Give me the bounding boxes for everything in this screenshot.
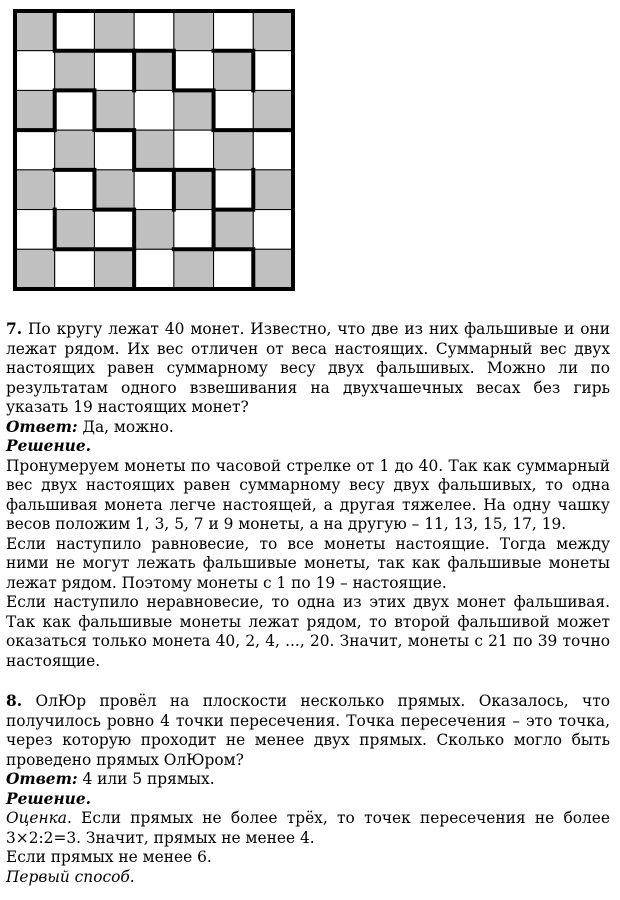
answer-label: Ответ: bbox=[6, 770, 78, 788]
solution-label: Решение. bbox=[6, 789, 92, 808]
grid-cell bbox=[253, 170, 293, 210]
problem-7-para-3: Если наступило неравновесие, то одна из этих двух монет фальшивая. Так как фальшивые монеты лежат рядом, то второй фальшивой может оказаться только монета 40, 2, 4, ..., 20. Значит, монеты с 21 по 39 точно настоящие. bbox=[6, 593, 610, 670]
grid-cell bbox=[214, 249, 254, 289]
problem-8-first-way bbox=[6, 868, 610, 888]
grid-cell bbox=[134, 11, 174, 51]
grid-cell bbox=[55, 51, 95, 91]
problem-8-estimate bbox=[6, 809, 610, 848]
problem-7-statement bbox=[6, 320, 610, 418]
problem-8-number: 8. bbox=[6, 692, 23, 710]
problem-8-line-2: Если прямых не менее 6. bbox=[6, 848, 212, 866]
grid-cell bbox=[55, 210, 95, 250]
grid-cell bbox=[55, 11, 95, 51]
grid-cell bbox=[253, 11, 293, 51]
grid-cell bbox=[55, 249, 95, 289]
grid-cell bbox=[134, 90, 174, 130]
problem-7-para-2: Если наступило равновесие, то все монеты настоящие. Тогда между ними не могут лежать фальшивые монеты, так как фальшивые монеты лежат рядом. Поэтому монеты с 1 по 19 – настоящие. bbox=[6, 534, 610, 592]
answer-text: 4 или 5 прямых. bbox=[77, 770, 215, 788]
grid-cell bbox=[94, 90, 134, 130]
grid-cell bbox=[174, 130, 214, 170]
problem-7-solution-heading bbox=[6, 437, 610, 457]
problem-8-answer bbox=[6, 770, 610, 790]
problem-8-statement bbox=[6, 692, 610, 770]
answer-text: Да, можно. bbox=[77, 417, 174, 436]
estimate-text: . Если прямых не более трёх, то точек пересечения не более 3×2:2=3. Значит, прямых не менее 4. bbox=[6, 809, 610, 847]
grid-cell bbox=[214, 51, 254, 91]
grid-cell bbox=[174, 51, 214, 91]
grid-cell bbox=[94, 11, 134, 51]
grid-cell bbox=[214, 11, 254, 51]
grid-cell bbox=[94, 210, 134, 250]
grid-cell bbox=[134, 249, 174, 289]
grid-cell bbox=[134, 170, 174, 210]
grid-cell bbox=[174, 90, 214, 130]
grid-cell bbox=[174, 11, 214, 51]
grid-cell bbox=[15, 90, 55, 130]
problem-8-solution-heading bbox=[6, 790, 610, 810]
grid-cell bbox=[214, 210, 254, 250]
grid-cell bbox=[134, 130, 174, 170]
grid-cell bbox=[174, 210, 214, 250]
grid-cell bbox=[15, 11, 55, 51]
grid-cell bbox=[15, 130, 55, 170]
grid-cell bbox=[253, 90, 293, 130]
grid-cell bbox=[134, 210, 174, 250]
problem-7-para-1: Пронумеруем монеты по часовой стрелке от 1 до 40. Так как суммарный вес двух настоящих равен суммарному весу двух фальшивых, то одна фальшивая монета легче настоящей, а другая тяжелее. На одну чашку весов положим 1, 3, 5, 7 и 9 монеты, а на другую – 11, 13, 15, 17, 19. bbox=[6, 456, 610, 533]
grid-cell bbox=[214, 170, 254, 210]
solution-label: Решение. bbox=[6, 437, 92, 455]
answer-label: Ответ: bbox=[6, 417, 78, 436]
checkerboard-grid bbox=[13, 9, 295, 291]
grid-cell bbox=[214, 90, 254, 130]
problem-7-answer bbox=[6, 418, 610, 438]
grid-cell bbox=[94, 170, 134, 210]
grid-cell bbox=[253, 51, 293, 91]
grid-cell bbox=[94, 51, 134, 91]
grid-cell bbox=[55, 90, 95, 130]
problem-7-number: 7. bbox=[6, 320, 23, 338]
grid-cell bbox=[15, 210, 55, 250]
grid-cell bbox=[134, 51, 174, 91]
grid-cell bbox=[55, 170, 95, 210]
grid-cell bbox=[214, 130, 254, 170]
grid-cell bbox=[94, 130, 134, 170]
grid-cell bbox=[15, 170, 55, 210]
grid-figure bbox=[13, 9, 295, 291]
problem-8-text: ОлЮр провёл на плоскости несколько прямых. Оказалось, что получилось ровно 4 точки пересечения. Точка пересечения – это точка, через которую проходит не менее двух прямых. Сколько могло быть проведено прямых ОлЮром? bbox=[6, 692, 610, 769]
problem-7-text: По кругу лежат 40 монет. Известно, что две из них фальшивые и они лежат рядом. Их вес отличен от веса настоящих. Суммарный вес двух настоящих равен суммарному весу двух фальшивых. Можно ли по результатам одного взвешивания на двухчашечных весах без гирь указать 19 настоящих монет? bbox=[6, 320, 610, 416]
grid-cell bbox=[15, 249, 55, 289]
grid-cell bbox=[253, 249, 293, 289]
grid-cell bbox=[94, 249, 134, 289]
first-way-label: Первый способ. bbox=[6, 867, 135, 886]
grid-cell bbox=[15, 51, 55, 91]
problem-7 bbox=[6, 320, 610, 671]
grid-cell bbox=[55, 130, 95, 170]
problem-8 bbox=[6, 692, 610, 887]
grid-cell bbox=[253, 130, 293, 170]
estimate-label: Оценка bbox=[6, 809, 67, 827]
grid-cell bbox=[253, 210, 293, 250]
grid-cell bbox=[174, 170, 214, 210]
grid-cell bbox=[174, 249, 214, 289]
